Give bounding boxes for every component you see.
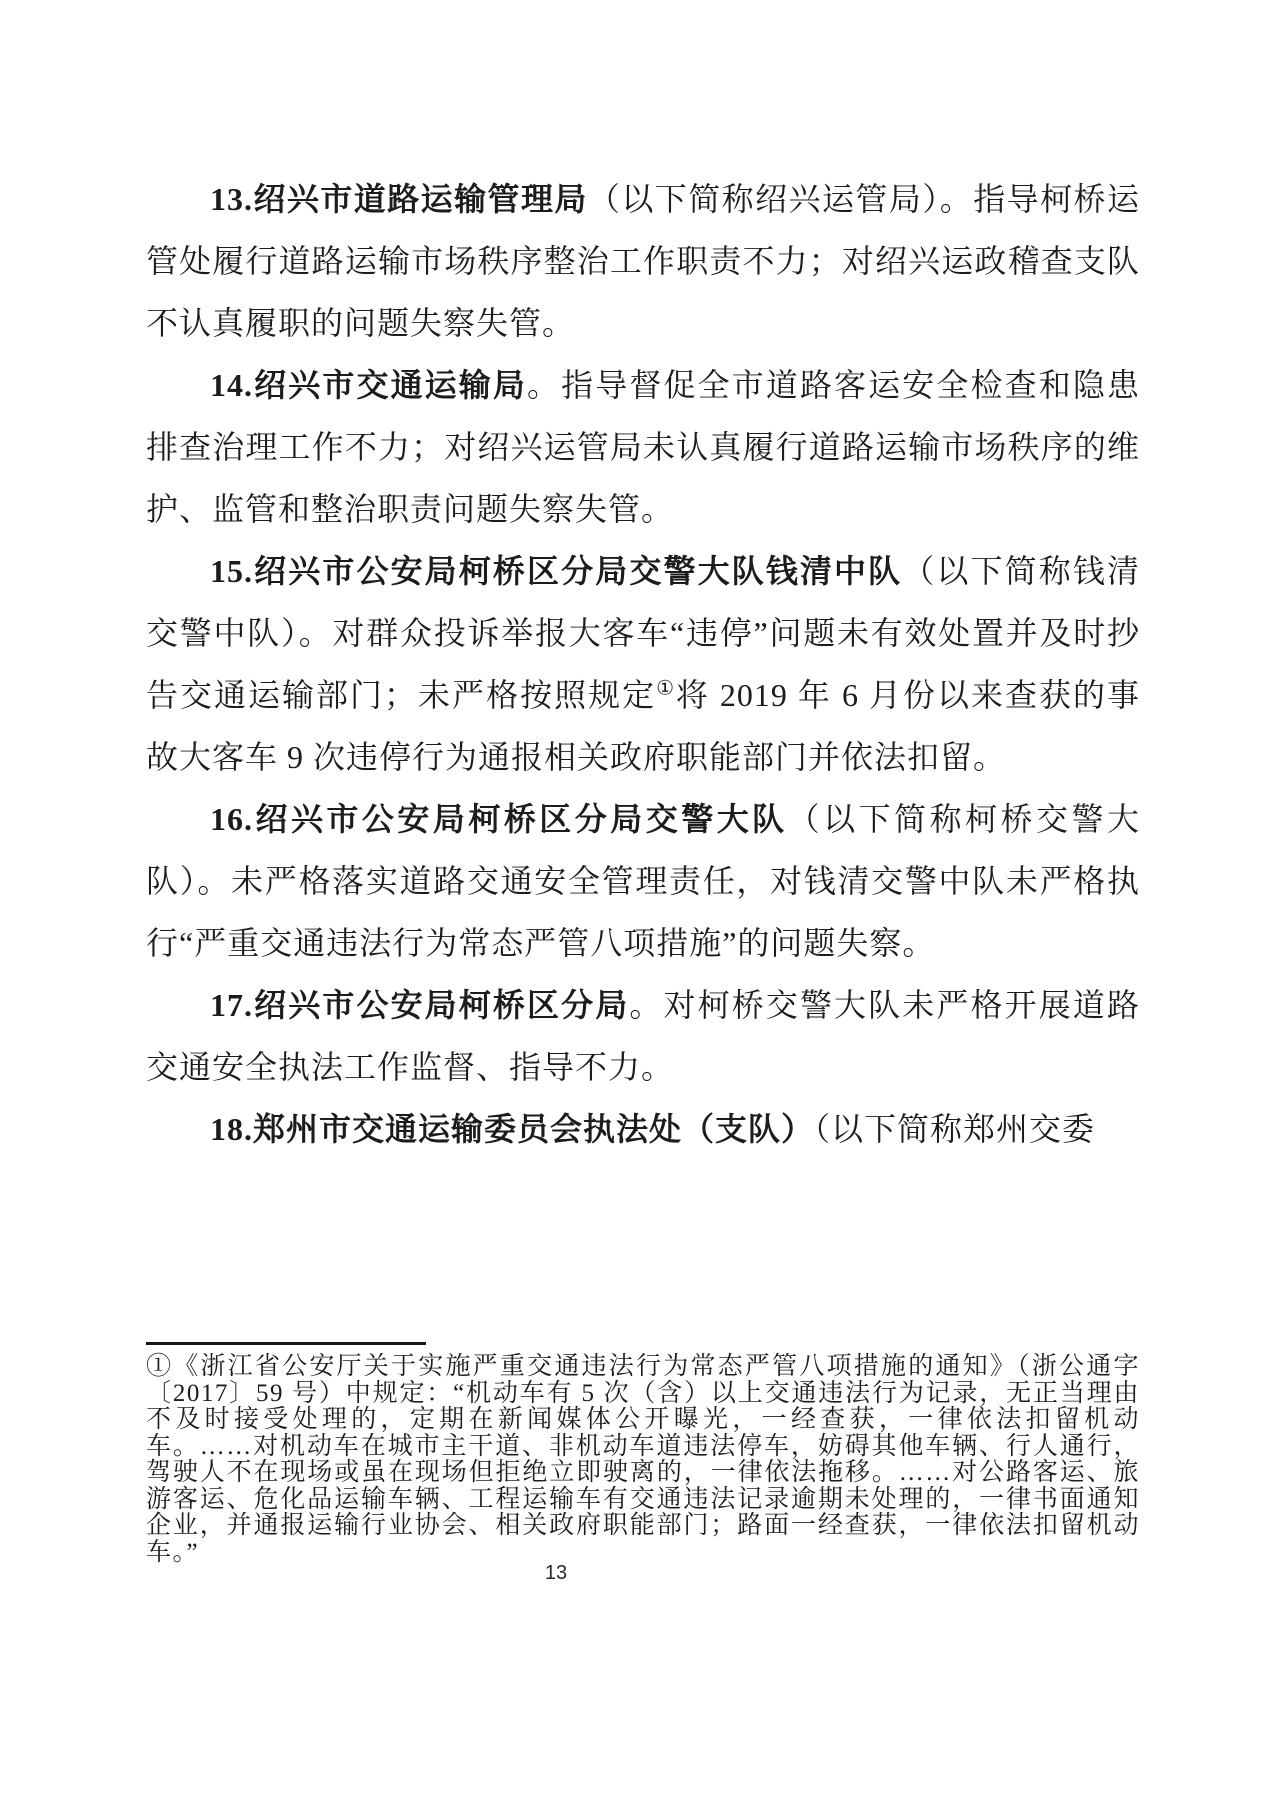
footnote-divider [146, 1342, 426, 1345]
paragraph-text: （以下简称郑州交委 [814, 1111, 1096, 1147]
paragraph [146, 788, 1140, 974]
paragraph [146, 974, 1140, 1098]
paragraph-text: 将 2019 年 6 月份以来查获的事故大客车 9 次违停行为通报相关政府职能部门并依法扣留。 [146, 677, 1140, 775]
paragraph-text: 。指导督促全市道路客运安全检查和隐患排查治理工作不力；对绍兴运管局未认真履行道路运输市场秩序的维护、监管和整治职责问题失察失管。 [146, 367, 1140, 527]
body-paragraphs [146, 168, 1140, 1160]
paragraph-heading: 16.绍兴市公安局柯桥区分局交警大队 [210, 801, 788, 837]
footnote-reference: ① [656, 677, 676, 700]
paragraph-heading: 18.郑州市交通运输委员会执法处（支队） [210, 1111, 815, 1147]
paragraph-heading: 14.绍兴市交通运输局 [210, 367, 528, 403]
paragraph-text: 。对柯桥交警大队未严格开展道路交通安全执法工作监督、指导不力。 [146, 987, 1140, 1085]
paragraph-text: （以下简称柯桥交警大队）。未严格落实道路交通安全管理责任，对钱清交警中队未严格执行“严重交通违法行为常态严管八项措施”的问题失察。 [146, 801, 1140, 961]
paragraph [146, 540, 1140, 788]
paragraph-heading: 17.绍兴市公安局柯桥区分局 [210, 987, 630, 1023]
paragraph-text: （以下简称绍兴运管局）。指导柯桥运管处履行道路运输市场秩序整治工作职责不力；对绍兴运政稽查支队不认真履职的问题失察失管。 [146, 181, 1140, 341]
paragraph [146, 168, 1140, 354]
paragraph-text: （以下简称钱清交警中队）。对群众投诉举报大客车“违停”问题未有效处置并及时抄告交通运输部门；未严格按照规定 [146, 553, 1140, 713]
paragraph-heading: 15.绍兴市公安局柯桥区分局交警大队钱清中队 [210, 553, 903, 589]
paragraph [146, 1098, 1140, 1160]
paragraph-heading: 13.绍兴市道路运输管理局 [210, 181, 588, 217]
paragraph [146, 354, 1140, 540]
page-number: 13 [544, 1562, 568, 1584]
footnote-text: ①《浙江省公安厅关于实施严重交通违法行为常态严管八项措施的通知》（浙公通字〔2017〕59 号）中规定：“机动车有 5 次（含）以上交通违法行为记录，无正当理由不及时接受处理的，定期在新闻媒体公开曝光，一经查获，一律依法扣留机动车。……对机动车在城市主干道、非机动车道违法停车，妨碍其他车辆、行人通行，驾驶人不在现场或虽在现场但拒绝立即驶离的，一律依法拖移。……对公路客运、旅游客运、危化品运输车辆、工程运输车有交通违法记录逾期未处理的，一律书面通知企业，并通报运输行业协会、相关政府职能部门；路面一经查获，一律依法扣留机动车。” [146, 1353, 1140, 1566]
